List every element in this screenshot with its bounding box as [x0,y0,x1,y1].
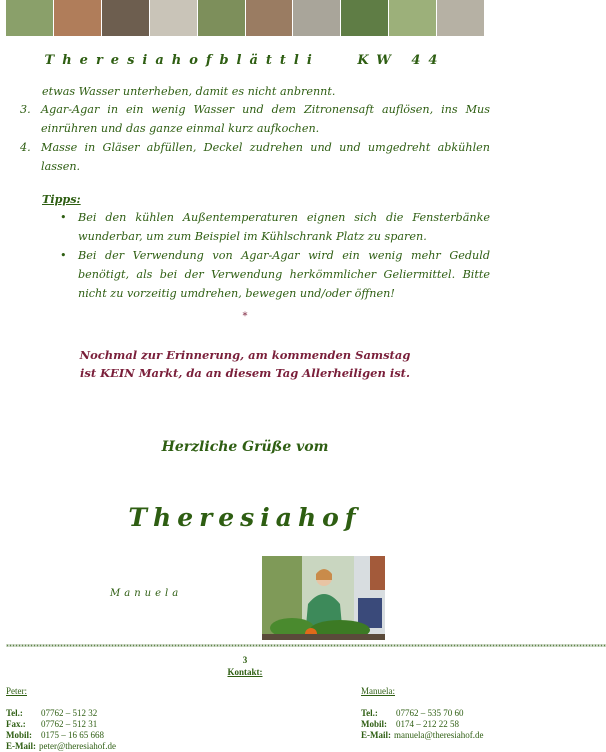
tips-list [60,208,490,303]
recipe-steps [20,100,490,176]
banner-photo-tile [341,0,389,36]
contact-row [6,730,206,741]
contact-label: E-Mail: [361,730,391,740]
reminder-line: Nochmal zur Erinnerung, am kommenden Samstag [79,348,411,362]
photo-illustration [262,556,385,640]
farm-name: Theresiahof [128,503,362,532]
contact-manuela [361,686,501,741]
contact-row [361,719,501,730]
contact-value: 0175 – 16 65 668 [41,730,104,740]
closing-greeting: Herzliche Grüße vom [161,439,329,455]
header-photo-banner [6,0,485,36]
contact-label: Fax.: [6,719,26,729]
contact-row [361,730,501,741]
contact-value: 0174 – 212 22 58 [396,719,459,729]
contact-label: E-Mail: [6,741,36,751]
section-separator: * [242,311,248,322]
contact-row [361,708,501,719]
email-link[interactable]: manuela@theresiahof.de [394,730,484,740]
market-reminder [0,346,490,382]
bullet-icon: • [60,249,67,262]
contact-label: Mobil: [6,730,32,740]
contact-row [6,719,206,730]
bullet-icon: • [60,211,67,224]
contact-peter [6,686,206,752]
contact-label: Mobil: [361,719,387,729]
tip-text: Bei den kühlen Außentemperaturen eignen sich die Fensterbänke wunderbar, um zum Beispiel im Kühlschrank Platz zu sparen. [78,211,490,243]
list-item [20,100,490,138]
step-text: Masse in Gläser abfüllen, Deckel zudrehen und und umgedreht abkühlen lassen. [41,141,490,173]
contact-label: Tel.: [6,708,23,718]
page-number: 3 [242,655,248,665]
recipe-intro-line: etwas Wasser unterheben, damit es nicht anbrennt. [42,85,336,98]
banner-photo-tile [54,0,102,36]
contact-row [6,741,206,752]
banner-photo-tile [6,0,54,36]
signature: Manuela [110,588,183,599]
tips-heading: Tipps: [42,192,81,206]
contact-name: Peter: [6,686,27,696]
reminder-line: ist KEIN Markt, da an diesem Tag Allerheiligen ist. [80,366,410,380]
list-item [60,208,490,246]
contact-value: 07762 – 512 32 [41,708,98,718]
newsletter-title: Theresiahofblättli KW 44 [44,53,446,68]
list-item [20,138,490,176]
banner-photo-tile [150,0,198,36]
email-link[interactable]: peter@theresiahof.de [39,741,117,751]
step-number: 3. [20,103,31,116]
contact-value: 07762 – 512 31 [41,719,98,729]
contact-value: 07762 – 535 70 60 [396,708,464,718]
banner-photo-tile [246,0,294,36]
banner-photo-tile [293,0,341,36]
banner-photo-tile [437,0,485,36]
step-number: 4. [20,141,31,154]
banner-photo-tile [198,0,246,36]
contact-row [6,708,206,719]
tip-text: Bei der Verwendung von Agar-Agar wird ein wenig mehr Geduld benötigt, als bei der Verwendung herkömmlicher Geliermittel. Bitte nicht zu vorzeitig umdrehen, bewegen und/oder öffnen! [78,249,490,300]
farmer-photo [262,556,385,640]
banner-photo-tile [102,0,150,36]
step-text: Agar-Agar in ein wenig Wasser und dem Zitronensaft auflösen, ins Mus einrühren und das ganze einmal kurz aufkochen. [41,103,490,135]
footer-divider: ******************************************************************************************************************************************************************************************************** [6,644,606,651]
contact-name: Manuela: [361,686,395,696]
contact-label: Tel.: [361,708,378,718]
banner-photo-tile [389,0,437,36]
contact-heading: Kontakt: [227,667,263,677]
list-item [60,246,490,303]
